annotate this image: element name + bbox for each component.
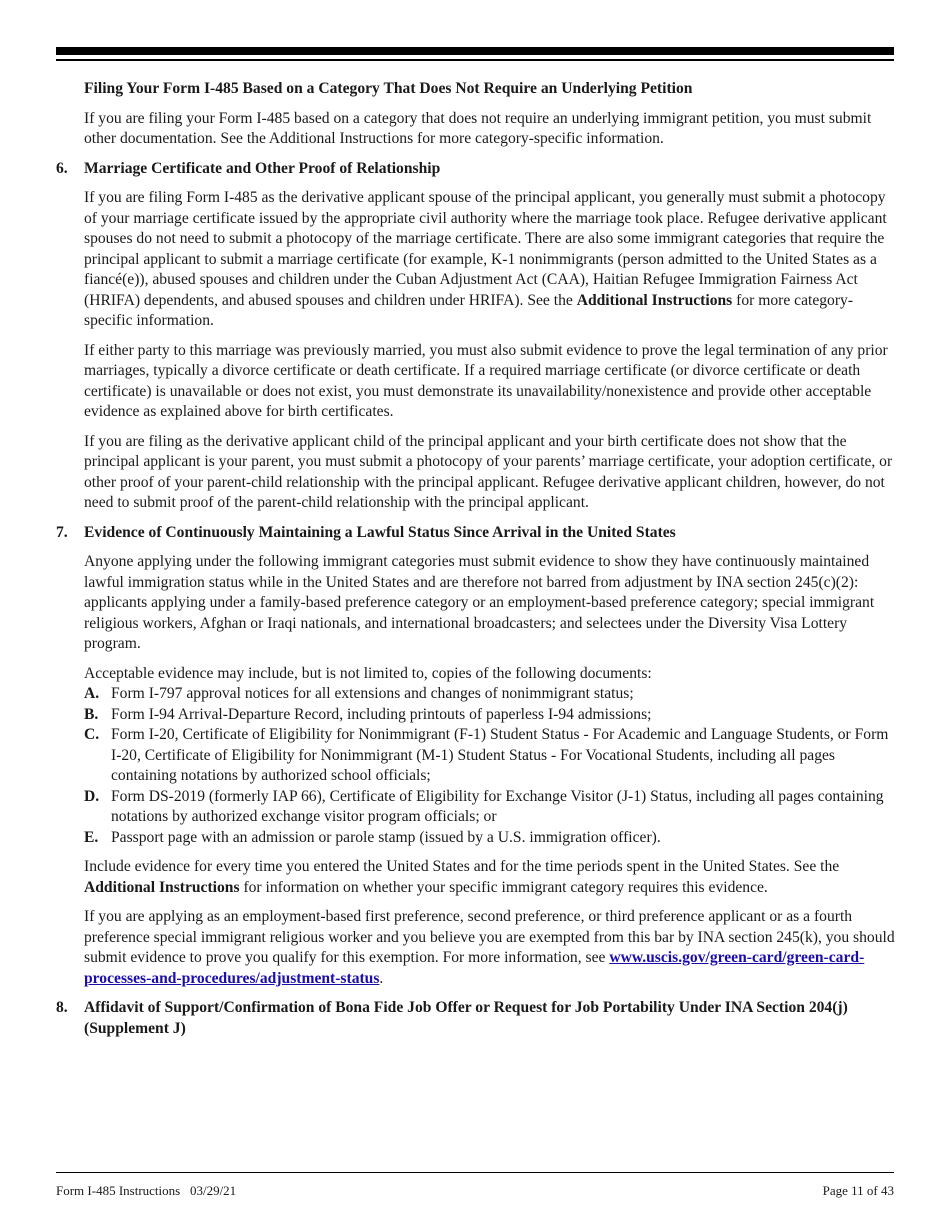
footer-form-title: Form I-485 Instructions 03/29/21 [56, 1183, 237, 1198]
section-7-title: Evidence of Continuously Maintaining a Lawful Status Since Arrival in the United States [84, 523, 676, 541]
list-item-text: Form I-94 Arrival-Departure Record, including printouts of paperless I-94 admissions; [111, 705, 652, 723]
filing-heading: Filing Your Form I-485 Based on a Category That Does Not Require an Underlying Petition [84, 80, 693, 97]
section-6-p1-text-b: for more category-specific information. [84, 291, 854, 329]
section-8-number: 8. [56, 999, 68, 1016]
list-item-letter: B. [84, 705, 99, 723]
section-7-p4-text-b: . [379, 969, 384, 987]
section-8-heading [56, 998, 896, 1039]
list-item-letter: C. [84, 726, 100, 743]
section-6-title: Marriage Certificate and Other Proof of Relationship [84, 159, 441, 177]
section-7-p3-text-b: for information on whether your specific immigrant category requires this evidence. [239, 878, 768, 896]
section-6-number: 6. [56, 159, 68, 177]
header-rule-thin [56, 59, 894, 61]
list-item-letter: A. [84, 685, 100, 702]
list-item [56, 725, 896, 787]
section-7-paragraph-2: Acceptable evidence may include, but is not limited to, copies of the following documents: [84, 664, 652, 682]
filing-paragraph: If you are filing your Form I-485 based on a category that does not require an underlying immigrant petition, you must submit other documentation. See the Additional Instructions for more category-specific information. [84, 109, 872, 147]
section-6-heading [56, 159, 896, 180]
uscis-adjustment-status-link[interactable]: www.uscis.gov/green-card/green-card-processes-and-procedures/adjustment-status [84, 949, 865, 987]
footer [56, 1183, 894, 1199]
list-item-text: Passport page with an admission or parole stamp (issued by a U.S. immigration officer). [111, 828, 661, 846]
list-item [56, 684, 896, 705]
section-7-number: 7. [56, 523, 68, 541]
section-7-p3-text-a: Include evidence for every time you entered the United States and for the time periods spent in the United States. See the [84, 858, 840, 875]
list-item-text: Form DS-2019 (formerly IAP 66), Certificate of Eligibility for Exchange Visitor (J-1) Status, including all pages containing notations by authorized exchange visitor program officials; or [111, 787, 884, 825]
section-6-paragraph-1 [56, 188, 896, 332]
page-content [56, 79, 896, 1039]
list-item-text: Form I-797 approval notices for all extensions and changes of nonimmigrant status; [111, 685, 634, 702]
section-6-paragraph-3: If you are filing as the derivative applicant child of the principal applicant and your birth certificate does not show that the principal applicant is your parent, you must submit a photocopy of your parents’ marriage certificate, your adoption certificate, or other proof of your parent-child relationship with the principal applicant. Refugee derivative applicant children, however, do not need to submit proof of the parent-child relationship with the principal applicant. [84, 432, 893, 511]
footer-page-number: Page 11 of 43 [822, 1183, 894, 1198]
section-7-paragraph-4 [56, 907, 896, 989]
section-6-paragraph-2: If either party to this marriage was previously married, you must also submit evidence to prove the legal termination of any prior marriages, typically a divorce certificate or death certificate. If a required marriage certificate (or divorce certificate or death certificate) is unavailable or does not exist, you must demonstrate its unavailability/nonexistence and provide other acceptable evidence as explained above for birth certificates. [84, 341, 888, 420]
section-7-p4-text-a: If you are applying as an employment-based first preference, second preference, or third preference applicant or as a fourth preference special immigrant religious worker and you believe you are exempted from this bar by INA section 245(k), you should submit evidence to prove you qualify for this exemption. For more information, see [84, 908, 895, 966]
list-item [56, 828, 896, 849]
header-rule-thick [56, 47, 894, 55]
list-item-letter: D. [84, 787, 100, 805]
section-7-paragraph-1: Anyone applying under the following immigrant categories must submit evidence to show they have continuously maintained lawful immigration status while in the United States and are therefore not barred from adjustment by INA section 245(c)(2): applicants applying under a family-based preference category or an employment-based preference category; special immigrant religious workers, Afghan or Iraqi nationals, and international broadcasters; and selectees under the Diversity Visa Lottery program. [84, 553, 875, 652]
section-8-title: Affidavit of Support/Confirmation of Bona Fide Job Offer or Request for Job Portability Under INA Section 204(j) (Supplement J) [84, 999, 848, 1037]
footer-rule [56, 1172, 894, 1173]
list-item-letter: E. [84, 828, 99, 846]
list-item-text: Form I-20, Certificate of Eligibility for Nonimmigrant (F-1) Student Status - For Academic and Language Students, or Form I-20, Certificate of Eligibility for Nonimmigrant (M-1) Student Status - For Vocational Students, including all pages containing notations by authorized school officials; [111, 726, 889, 784]
list-item [56, 787, 896, 828]
section-7-p3-bold: Additional Instructions [84, 878, 240, 896]
section-6-p1-text-a: If you are filing Form I-485 as the derivative applicant spouse of the principal applicant, you generally must submit a photocopy of your marriage certificate issued by the appropriate civil authority where the marriage took place. Refugee derivative applicant spouses do not need to submit a photocopy of the marriage certificate. There are also some immigrant categories that require the principal applicant to submit a marriage certificate (for example, K-1 nonimmigrants (person admitted to the United States as a fiancé(e)), abused spouses and children under the Cuban Adjustment Act (CAA), Haitian Refugee Immigration Fairness Act (HRIFA) dependents, and abused spouses and children under HRIFA). See the [84, 189, 887, 309]
section-7-paragraph-3 [56, 857, 896, 898]
section-6-p1-bold: Additional Instructions [576, 291, 733, 309]
section-7-heading [56, 523, 896, 544]
list-item [56, 705, 896, 726]
